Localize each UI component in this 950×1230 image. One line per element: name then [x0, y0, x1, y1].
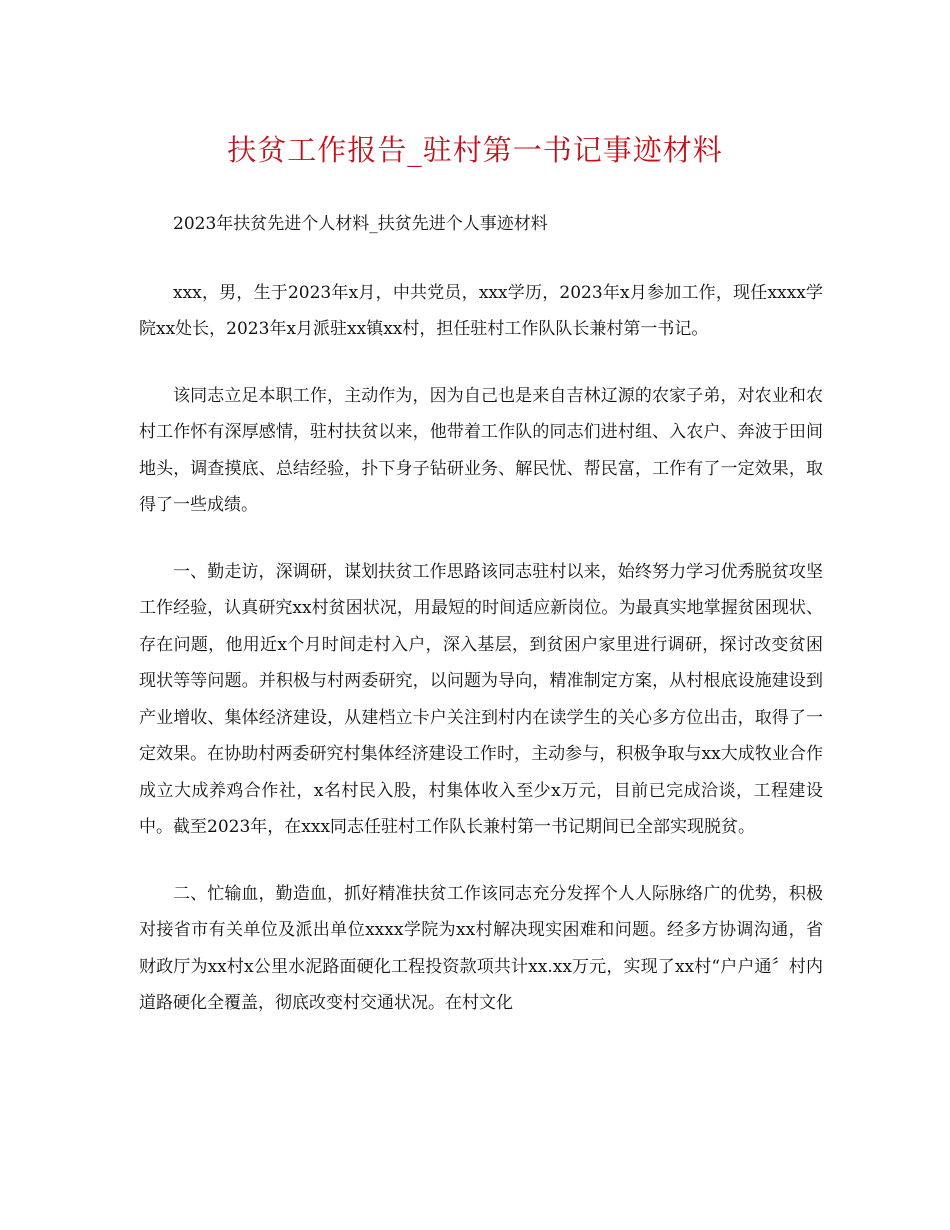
document-body: [139, 206, 823, 1052]
paragraph-section-one: 一、勤走访，深调研，谋划扶贫工作思路该同志驻村以来，始终努力学习优秀脱贫攻坚工作经验，认真研究xx村贫困状况，用最短的时间适应新岗位。为最真实地掌握贫困现状、存在问题，他用近x个月时间走村入户，深入基层，到贫困户家里进行调研，探讨改变贫困现状等等问题。并积极与村两委研究，以问题为导向，精准制定方案，从村根底设施建设到产业增收、集体经济建设，从建档立卡户关注到村内在读学生的关心多方位出击，取得了一定效果。在协助村两委研究村集体经济建设工作时，主动参与，积极争取与xx大成牧业合作成立大成养鸡合作社，x名村民入股，村集体收入至少x万元，目前已完成洽谈，工程建设中。截至2023年，在xxx同志任驻村工作队长兼村第一书记期间已全部实现脱贫。: [139, 561, 823, 837]
paragraph-profile: xxx，男，生于2023年x月，中共党员，xxx学历，2023年x月参加工作，现任xxxx学院xx处长，2023年x月派驻xx镇xx村，担任驻村工作队队长兼村第一书记。: [139, 282, 823, 339]
paragraph-section-two: 二、忙输血，勤造血，抓好精准扶贫工作该同志充分发挥个人人际脉络广的优势，积极对接省市有关单位及派出单位xxxx学院为xx村解决现实困难和问题。经多方协调沟通，省财政厅为xx村x公里水泥路面硬化工程投资款项共计xx.xx万元，实现了xx村“户户通〞村内道路硬化全覆盖，彻底改变村交通状况。在村文化: [139, 883, 823, 1013]
paragraph-summary: 该同志立足本职工作，主动作为，因为自己也是来自吉林辽源的农家子弟，对农业和农村工作怀有深厚感情，驻村扶贫以来，他带着工作队的同志们进村组、入农户、奔波于田间地头，调查摸底、总结经验，扑下身子钻研业务、解民忧、帮民富，工作有了一定效果，取得了一些成绩。: [139, 385, 823, 515]
paragraph-subtitle: 2023年扶贫先进个人材料_扶贫先进个人事迹材料: [173, 214, 548, 234]
document-title: 扶贫工作报告_驻村第一书记事迹材料: [227, 133, 723, 167]
